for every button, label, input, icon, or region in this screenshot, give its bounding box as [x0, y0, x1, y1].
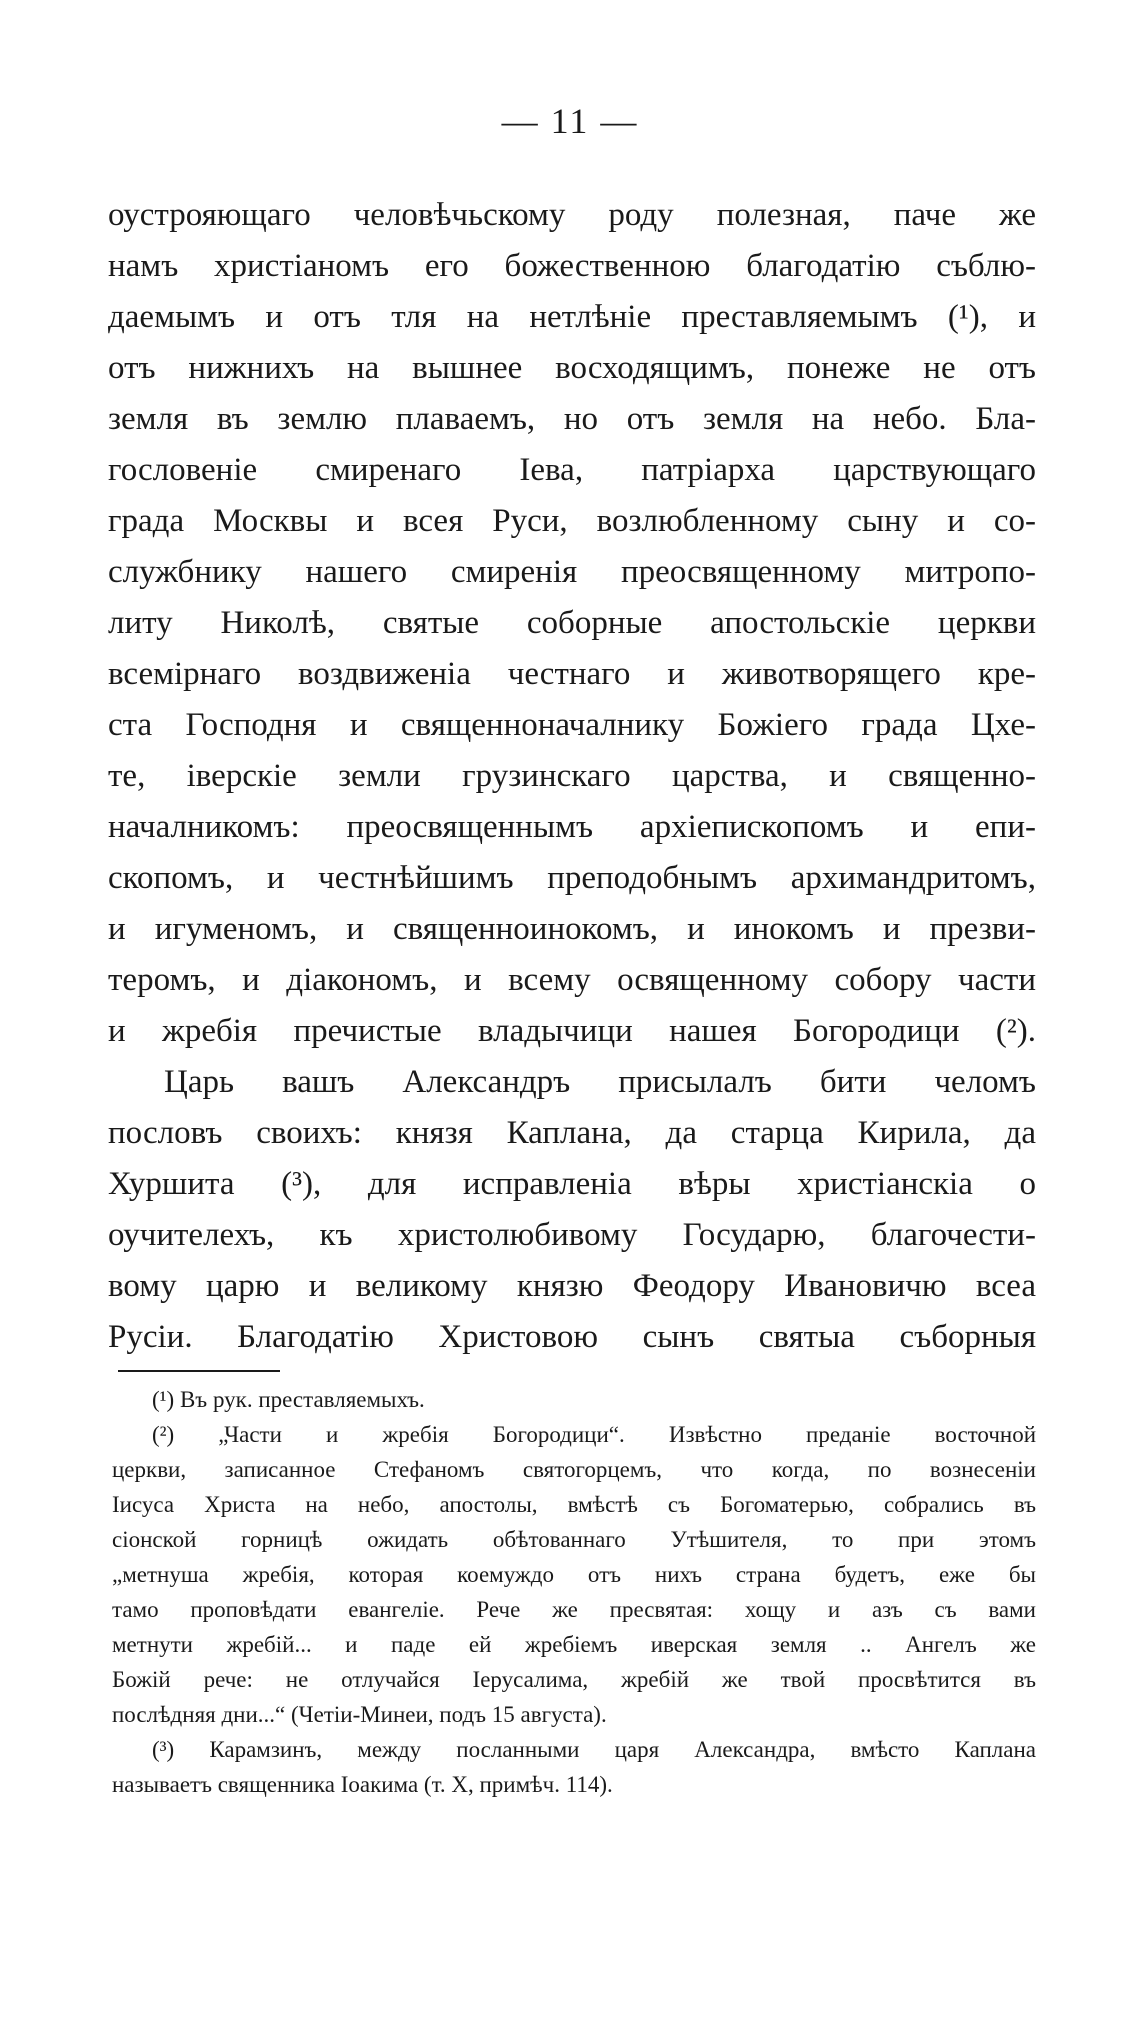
text-line: земля въ землю плаваемъ, но отъ земля на небо. Бла-	[108, 401, 1036, 437]
text-line: и жребія пречистые владычици нашея Богородици (²).	[108, 1013, 1036, 1049]
text-line: теромъ, и діакономъ, и всему освященному собору части	[108, 962, 1036, 998]
paragraph-first-line: Царь вашъ Александръ присылалъ бити челомъ	[164, 1064, 1036, 1100]
footnote-1: (¹) Въ рук. преставляемыхъ.	[152, 1387, 425, 1412]
text-line: всемірнаго воздвиженіа честнаго и животворящего кре-	[108, 656, 1036, 692]
footnote-separator	[118, 1370, 280, 1372]
footnote-line: „метнуша жребія, которая коемуждо отъ нихъ страна будетъ, еже бы	[112, 1562, 1036, 1587]
footnote-line: называетъ священника Іоакима (т. X, примѣч. 114).	[112, 1772, 613, 1797]
footnote-line: Божій рече: не отлучайся Іерусалима, жребій же твой просвѣтится въ	[112, 1667, 1036, 1692]
text-line: и игуменомъ, и священноинокомъ, и инокомъ и презви-	[108, 911, 1036, 947]
text-line: Хуршита (³), для исправленіа вѣры христіанскіа о	[108, 1166, 1036, 1202]
text-line: те, іверскіе земли грузинскаго царства, и священно-	[108, 758, 1036, 794]
text-line: службнику нашего смиренія преосвященному митропо-	[108, 554, 1036, 590]
main-text	[108, 190, 1036, 1363]
footnote-3: (³) Карамзинъ, между посланными царя Александра, вмѣсто Каплана	[152, 1737, 1036, 1762]
footnote-line: Іисуса Христа на небо, апостолы, вмѣстѣ съ Богоматерью, собрались въ	[112, 1492, 1036, 1517]
footnote-line: церкви, записанное Стефаномъ святогорцемъ, что когда, по вознесеніи	[112, 1457, 1036, 1482]
text-line: Русіи. Благодатію Христовою сынъ святыа съборныя	[108, 1319, 1036, 1355]
text-line: града Москвы и всея Руси, возлюбленному сыну и со-	[108, 503, 1036, 539]
footnote-2: (²) „Части и жребія Богородици“. Извѣстно преданіе восточной	[152, 1422, 1036, 1447]
footnotes	[112, 1382, 1036, 1802]
text-line: скопомъ, и честнѣйшимъ преподобнымъ архимандритомъ,	[108, 860, 1036, 896]
text-line: литу Николѣ, святые соборные апостольскіе церкви	[108, 605, 1036, 641]
text-line: вому царю и великому князю Феодору Ивановичю всеа	[108, 1268, 1036, 1304]
text-line: оучителехъ, къ христолюбивому Государю, благочести-	[108, 1217, 1036, 1253]
text-line: отъ нижнихъ на вышнее восходящимъ, понеже не отъ	[108, 350, 1036, 386]
text-line: пословъ своихъ: князя Каплана, да старца Кирила, да	[108, 1115, 1036, 1151]
footnote-line: сіонской горницѣ ожидать обѣтованнаго Утѣшителя, то при этомъ	[112, 1527, 1036, 1552]
text-line: оустрояющаго человѣчьскому роду полезная, паче же	[108, 197, 1036, 233]
footnote-line: тамо проповѣдати евангеліе. Рече же пресвятая: хощу и азъ съ вами	[112, 1597, 1036, 1622]
footnote-line: метнути жребій... и паде ей жребіемъ иверская земля .. Ангелъ же	[112, 1632, 1036, 1657]
footnote-line: послѣдняя дни...“ (Четіи-Минеи, подъ 15 августа).	[112, 1702, 607, 1727]
text-line: намъ христіаномъ его божественною благодатію съблю-	[108, 248, 1036, 284]
text-line: гословеніе смиренаго Іева, патріарха царствующаго	[108, 452, 1036, 488]
text-line: даемымъ и отъ тля на нетлѣніе преставляемымъ (¹), и	[108, 299, 1036, 335]
text-line: началникомъ: преосвященнымъ архіепископомъ и епи-	[108, 809, 1036, 845]
text-line: ста Господня и священноначалнику Божіего града Цхе-	[108, 707, 1036, 743]
page-number: — 11 —	[501, 101, 639, 141]
